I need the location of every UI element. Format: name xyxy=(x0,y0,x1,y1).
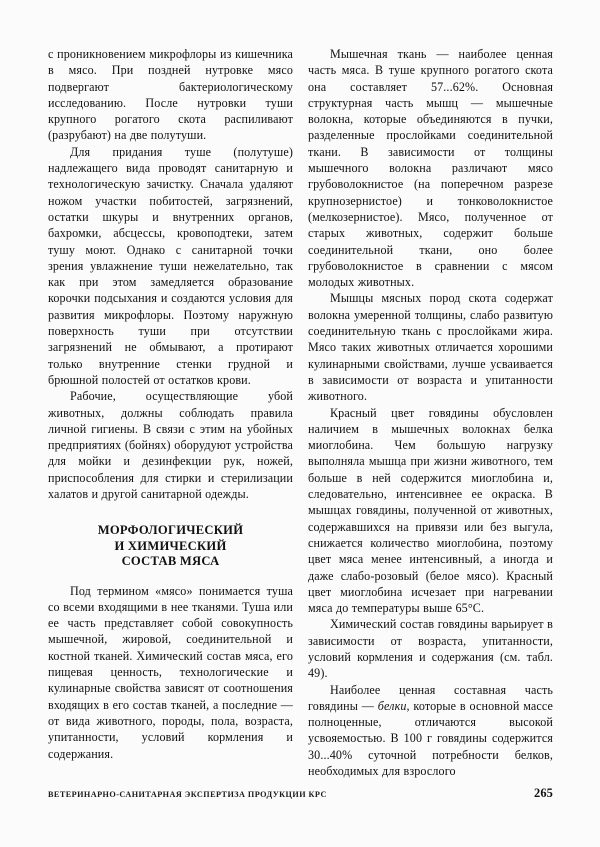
paragraph-with-italic-term xyxy=(308,682,553,780)
paragraph-text-after-term: , которые в основной массе полноценные, отличаются высокой усвояемостью. В 100 г говядины содержится 30...40% суточной потребности белков, необходимых для взрослого xyxy=(308,698,553,779)
two-column-body xyxy=(48,46,553,779)
italic-term: белки xyxy=(377,698,407,713)
section-heading-line: И ХИМИЧЕСКИЙ xyxy=(114,538,227,553)
paragraph: Красный цвет говядины обусловлен наличием в мышечных волокнах белка миоглобина. Чем большую нагрузку выполняла мышца при жизни животного, тем больше в ней содержится миоглобина и, следовательно, интенсивнее ее окраска. В мышцах говядины, полученной от животных, содержавшихся на привязи или без выгула, снижается количество миоглобина, поэтому цвет мяса менее интенсивный, а иногда и даже слабо-розовый (белое мясо). Красный цвет миоглобина исчезает при нагревании мяса до температуры выше 65°С. xyxy=(308,405,553,616)
section-heading-line: МОРФОЛОГИЧЕСКИЙ xyxy=(97,523,244,538)
page-number: 265 xyxy=(534,786,553,800)
paragraph: Мышечная ткань — наиболее ценная часть мяса. В туше крупного рогатого скота она составляет 57...62%. Основная структурная часть мышц — мышечные волокна, которые объединяются в пучки, разделенные прослойками соединительной ткани. В зависимости от толщины мышечного волокна различают мясо грубоволокнистое (на поперечном разрезе крупнозернистое) и тонковолокнистое (мелкозернистое). Мясо, полученное от старых животных, содержит больше соединительной ткани, оно более грубоволокнистое в сравнении с мясом молодых животных. xyxy=(308,47,553,290)
paragraph: Для придания туше (полутуше) надлежащего вида проводят санитарную и технологическую зачистку. Сначала удаляют ножом участки побитостей, загрязнений, остатки шкуры и внутренних органов, бахромки, абсцессы, кровоподтеки, затем тушу моют. Однако с санитарной точки зрения увлажнение туши нежелательно, так как при этом замедляется образование корочки подсыхания и создаются условия для развития микрофлоры. Поэтому наружную поверхность туши при отсутствии загрязнений не обмывают, а протирают только внутренние стенки грудной и брюшной полостей от остатков крови. xyxy=(48,144,293,387)
left-column xyxy=(48,46,293,768)
paragraph-text-before-term: Наиболее ценная составная часть говядины — xyxy=(308,682,553,713)
paragraph: с проникновением микрофлоры из кишечника в мясо. При поздней нутровке мясо подвергают бактериологическому исследованию. После нутровки туши крупного рогатого скота распиливают (разрубают) на две полутуши. xyxy=(48,47,293,143)
page-footer xyxy=(48,786,553,801)
paragraph: Мышцы мясных пород скота содержат волокна умеренной толщины, слабо развитую соединительную ткань с прослойками жира. Мясо таких животных отличается хорошими кулинарными свойствами, лучше усваивается в зависимости от возраста и упитанности животного. xyxy=(308,291,553,404)
paragraph: Рабочие, осуществляющие убой животных, должны соблюдать правила личной гигиены. В связи с этим на убойных предприятиях (бойнях) оборудуют устройства для мойки и дезинфекции рук, ножей, приспособления для стирки и стерилизации халатов и другой санитарной одежды. xyxy=(48,389,293,502)
running-head: ВЕТЕРИНАРНО-САНИТАРНАЯ ЭКСПЕРТИЗА ПРОДУКЦИИ КРС xyxy=(48,790,327,799)
paragraph: Химический состав говядины варьирует в зависимости от возраста, упитанности, условий кормления и содержания (см. табл. 49). xyxy=(308,617,553,681)
paragraph: Под термином «мясо» понимается туша со всеми входящими в нее тканями. Туша или ее часть представляет собой совокупность мышечной, жировой, соединительной и костной тканей. Химический состав мяса, его пищевая ценность, технологические и кулинарные свойства зависят от соотношения входящих в его состав тканей, а последние — от вида животного, породы, пола, возраста, упитанности, условий кормления и содержания. xyxy=(48,583,293,761)
section-heading xyxy=(48,523,293,569)
right-column xyxy=(308,46,553,779)
section-heading-line: СОСТАВ МЯСА xyxy=(121,554,220,569)
